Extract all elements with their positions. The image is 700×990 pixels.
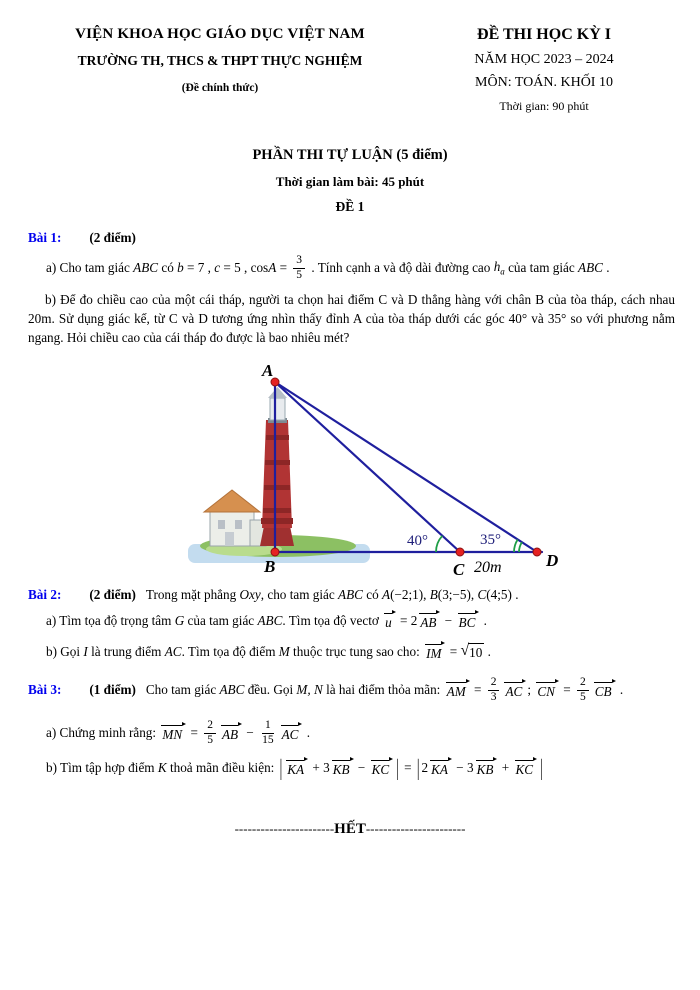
- tower-figure: [178, 360, 570, 585]
- problem-3a: a) Chứng minh rằng: MN = $\frac{2}{5}$ AB − $\frac{1}{15}$ AC .: [46, 718, 311, 746]
- footer: [0, 821, 700, 838]
- triangle-lines: [275, 382, 542, 552]
- distance-label: 20m: [474, 559, 502, 576]
- problem-3-heading: [28, 669, 675, 711]
- angle-arcs: [436, 536, 522, 552]
- problem-3-points: (1 điểm): [89, 682, 136, 697]
- problem-1-heading: [28, 230, 675, 246]
- exam-title: ĐỀ THI HỌC KỲ I: [477, 26, 611, 43]
- end-marker: HẾT: [334, 821, 366, 837]
- school-name: TRƯỜNG TH, THCS & THPT THỰC NGHIỆM: [77, 53, 363, 68]
- house-roof: [204, 490, 260, 512]
- tower-ring: [261, 518, 293, 524]
- footer-dashes-right: -----------------------: [365, 821, 466, 836]
- tower-band: [266, 435, 289, 440]
- problem-2a: a) Tìm tọa độ trọng tâm G của tam giác ABC . Tìm tọa độ vectơ u = 2 AB − BC .: [46, 613, 487, 630]
- house-window: [235, 520, 242, 529]
- label-D: D: [546, 551, 559, 570]
- institute-name: VIỆN KHOA HỌC GIÁO DỤC VIỆT NAM: [75, 26, 365, 42]
- header: [0, 0, 700, 114]
- angle-label-C: 40°: [407, 533, 428, 549]
- problem-2-intro: Trong mặt phẳng Oxy , cho tam giác ABC có A (−2;1), B (3;−5), C (4;5) .: [145, 587, 519, 602]
- school-year: NĂM HỌC 2023 – 2024: [474, 52, 614, 67]
- lighthouse-scenery: [188, 387, 370, 563]
- segment-AD: [275, 382, 537, 552]
- problem-2-label: Bài 2:: [28, 587, 62, 602]
- problem-1-points: (2 điểm): [89, 230, 136, 245]
- problem-3b: b) Tìm tập hợp điểm K thoả mãn điều kiện: | KA + 3 KB − KC | = | 2 KA − 3 KB + KC |: [46, 754, 543, 781]
- section-subtitle: Thời gian làm bài: 45 phút: [275, 174, 425, 189]
- subject-grade: MÔN: TOÁN. KHỐI 10: [475, 75, 613, 90]
- lantern: [270, 398, 285, 420]
- problem-1-label: Bài 1:: [28, 230, 62, 245]
- label-A: A: [262, 361, 274, 380]
- point-D: [533, 548, 541, 556]
- header-left: [34, 26, 406, 114]
- problem-2b: b) Gọi I là trung điểm AC . Tìm tọa độ điểm M thuộc trục tung sao cho: IM = √ 10 .: [46, 642, 491, 661]
- problem-1b: b) Để đo chiều cao của một cái tháp, người ta chọn hai điểm C và D thẳng hàng với chân B của tòa tháp, cách nhau 20m. Sử dụng giác kế, từ C và D tương ứng nhìn thấy đỉnh A của tòa tháp dưới các góc 40° và 35° so với phương nằm ngang. Hỏi chiều cao của cái tháp đo được là bao nhiêu mét?: [28, 292, 675, 345]
- house-window: [218, 520, 225, 529]
- label-B: B: [264, 557, 276, 576]
- angle-label-D: 35°: [480, 532, 501, 548]
- tower-band: [264, 485, 290, 490]
- angle-arc-C: [436, 536, 442, 552]
- exam-code: ĐỀ 1: [335, 199, 365, 214]
- problem-3-label: Bài 3:: [28, 682, 62, 697]
- problem-1a: a) Cho tam giác ABC có b = 7 , c = 5 , cos A = $\frac{3}{5}$ . Tính cạnh a và độ dài đường cao $h_a$ của tam giác ABC .: [46, 253, 610, 281]
- exam-duration: Thời gian: 90 phút: [499, 99, 589, 113]
- problem-3-intro: Cho tam giác ABC đều. Gọi M, N là hai điểm thỏa mãn: AM = $\frac{2}{3}$ AC ; CN = $\frac{2}{5}$ CB .: [145, 675, 624, 703]
- point-B: [271, 548, 279, 556]
- tower-band: [263, 508, 291, 513]
- point-C: [456, 548, 464, 556]
- official-note: (Đề chính thức): [181, 82, 259, 94]
- angle-arc-D-inner: [519, 542, 522, 552]
- problem-2-heading: [28, 587, 675, 603]
- house-door: [225, 532, 234, 546]
- footer-dashes-left: -----------------------: [234, 821, 335, 836]
- section-title: PHẦN THI TỰ LUẬN (5 điểm): [252, 147, 448, 163]
- segment-AC: [275, 382, 460, 552]
- header-right: [406, 26, 682, 114]
- angle-arc-D-outer: [514, 540, 518, 553]
- tower-base: [260, 526, 294, 546]
- tower-band: [265, 460, 290, 465]
- problems: [0, 230, 700, 781]
- label-C: C: [453, 560, 465, 579]
- problem-2-points: (2 điểm): [89, 587, 136, 602]
- tower-figure-svg: [178, 360, 570, 585]
